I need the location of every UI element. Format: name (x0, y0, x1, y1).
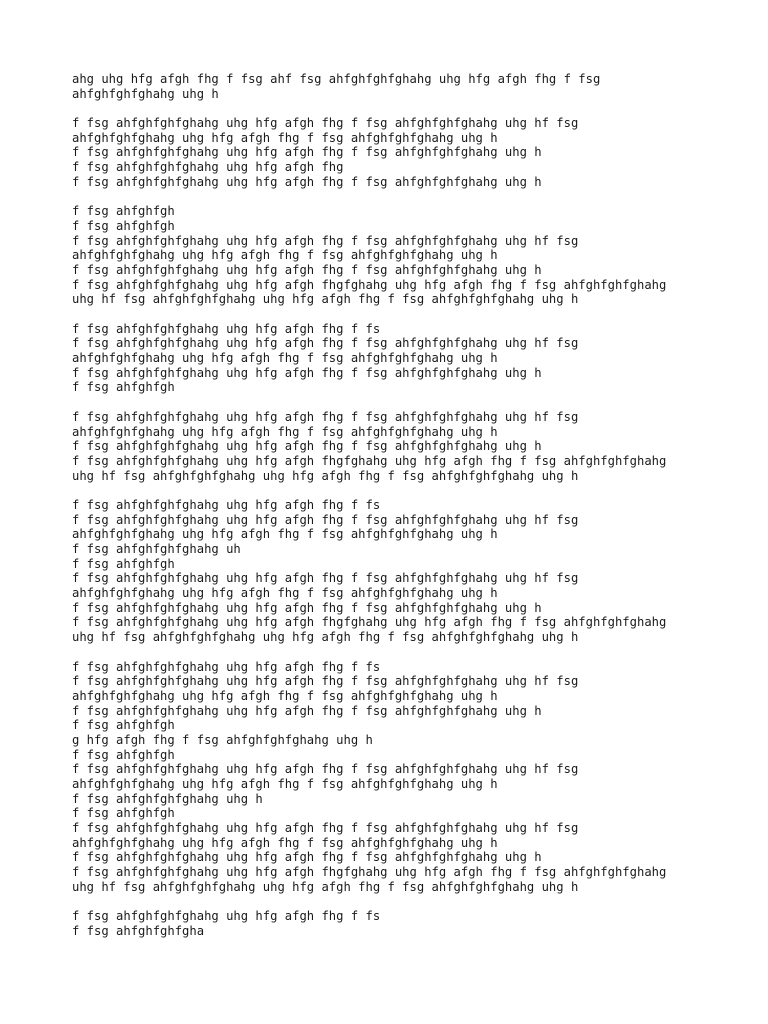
text-line: f fsg ahfghfghfghahg uhg h (72, 791, 263, 806)
text-line: f fsg ahfghfghfghahg uhg hfg afgh fhgfghahg uhg hfg afgh fhg f fsg ahfghfghfghahg (72, 865, 667, 880)
text-line: f fsg ahfghfghfghahg uhg hfg afgh fhg f fsg ahfghfghfghahg uhg hf fsg (72, 571, 579, 586)
text-line: ahfghfghfghahg uhg hfg afgh fhg f fsg ahfghfghfghahg uhg h (72, 688, 498, 703)
text-line: f fsg ahfghfghfghahg uhg hfg afgh fhg f fsg ahfghfghfghahg uhg h (72, 439, 542, 454)
text-line: f fsg ahfghfghfghahg uhg hfg afgh fhgfghahg uhg hfg afgh fhg f fsg ahfghfghfghahg (72, 615, 667, 630)
text-line: f fsg ahfghfghfghahg uhg hfg afgh fhg f fsg ahfghfghfghahg uhg h (72, 174, 542, 189)
text-line: f fsg ahfghfghfghahg uhg hfg afgh fhg f fsg ahfghfghfghahg uhg h (72, 850, 542, 865)
text-line: f fsg ahfghfghfghahg uhg hfg afgh fhg f fsg ahfghfghfghahg uhg hf fsg (72, 512, 579, 527)
text-line: ahfghfghfghahg uhg hfg afgh fhg f fsg ahfghfghfghahg uhg h (72, 351, 498, 366)
text-line: f fsg ahfghfghfghahg uhg hfg afgh fhg f fs (72, 321, 381, 336)
text-line: f fsg ahfghfghfghahg uhg hfg afgh fhg f fsg ahfghfghfghahg uhg h (72, 600, 542, 615)
text-line: f fsg ahfghfghfghahg uhg hfg afgh fhg f fs (72, 659, 381, 674)
paragraph (72, 498, 712, 645)
text-line: f fsg ahfghfghfghahg uhg hfg afgh fhgfghahg uhg hfg afgh fhg f fsg ahfghfghfghahg (72, 277, 667, 292)
text-line: uhg hf fsg ahfghfghfghahg uhg hfg afgh fhg f fsg ahfghfghfghahg uhg h (72, 468, 579, 483)
text-line: f fsg ahfghfgh (72, 806, 175, 821)
paragraph (72, 660, 712, 895)
text-line: ahg uhg hfg afgh fhg f fsg ahf fsg ahfghfghfghahg uhg hfg afgh fhg f fsg (72, 72, 601, 86)
text-line: f fsg ahfghfghfghahg uhg hfg afgh fhg f fs (72, 909, 381, 924)
text-line: f fsg ahfghfgh (72, 218, 175, 233)
text-line: f fsg ahfghfghfghahg uhg hfg afgh fhg f fsg ahfghfghfghahg uhg h (72, 145, 542, 160)
text-line: ahfghfghfghahg uhg hfg afgh fhg f fsg ahfghfghfghahg uhg h (72, 248, 498, 263)
text-line: f fsg ahfghfghfghahg uhg hfg afgh fhg f fsg ahfghfghfghahg uhg hf fsg (72, 336, 579, 351)
text-line: ahfghfghfghahg uhg hfg afgh fhg f fsg ahfghfghfghahg uhg h (72, 777, 498, 791)
text-line: ahfghfghfghahg uhg hfg afgh fhg f fsg ahfghfghfghahg uhg h (72, 835, 498, 850)
paragraph (72, 72, 712, 101)
text-line: ahfghfghfghahg uhg hfg afgh fhg f fsg ahfghfghfghahg uhg h (72, 586, 498, 601)
text-line: f fsg ahfghfghfghahg uhg hfg afgh fhg f fsg ahfghfghfghahg uhg hf fsg (72, 233, 579, 248)
text-line: f fsg ahfghfgh (72, 204, 175, 219)
text-line: uhg hf fsg ahfghfghfghahg uhg hfg afgh fhg f fsg ahfghfghfghahg uhg h (72, 879, 579, 894)
text-line: f fsg ahfghfghfghahg uhg hfg afgh fhg f fs (72, 497, 381, 512)
text-line: f fsg ahfghfghfgha (72, 923, 205, 938)
paragraph (72, 410, 712, 483)
text-line: f fsg ahfghfghfghahg uhg hfg afgh fhg f fsg ahfghfghfghahg uhg hf fsg (72, 762, 579, 777)
text-line: f fsg ahfghfghfghahg uhg hfg afgh fhg f fsg ahfghfghfghahg uhg hf fsg (72, 409, 579, 424)
text-line: f fsg ahfghfghfghahg uhg hfg afgh fhg f fsg ahfghfghfghahg uhg hf fsg (72, 674, 579, 689)
text-line: f fsg ahfghfghfghahg uhg hfg afgh fhg f fsg ahfghfghfghahg uhg h (72, 703, 542, 718)
paragraph (72, 116, 712, 189)
text-line: f fsg ahfghfgh (72, 718, 175, 733)
text-line: uhg hf fsg ahfghfghfghahg uhg hfg afgh fhg f fsg ahfghfghfghahg uhg h (72, 292, 579, 307)
text-line: f fsg ahfghfghfghahg uhg hfg afgh fhgfghahg uhg hfg afgh fhg f fsg ahfghfghfghahg (72, 453, 667, 468)
text-line: ahfghfghfghahg uhg hfg afgh fhg f fsg ahfghfghfghahg uhg h (72, 527, 498, 542)
text-line: f fsg ahfghfghfghahg uh (72, 542, 241, 556)
text-line: f fsg ahfghfgh (72, 747, 175, 762)
text-line: f fsg ahfghfghfghahg uhg hfg afgh fhg f fsg ahfghfghfghahg uhg h (72, 262, 542, 277)
paragraph (72, 204, 712, 307)
text-line: uhg hf fsg ahfghfghfghahg uhg hfg afgh fhg f fsg ahfghfghfghahg uhg h (72, 630, 579, 645)
text-line: f fsg ahfghfghfghahg uhg hfg afgh fhg f fsg ahfghfghfghahg uhg hf fsg (72, 821, 579, 836)
text-line: ahfghfghfghahg uhg hfg afgh fhg f fsg ahfghfghfghahg uhg h (72, 130, 498, 145)
text-line: f fsg ahfghfgh (72, 556, 175, 571)
text-line: g hfg afgh fhg f fsg ahfghfghfghahg uhg h (72, 732, 373, 747)
paragraph (72, 909, 712, 938)
text-line: f fsg ahfghfghfghahg uhg hfg afgh fhg (72, 160, 344, 175)
text-line: f fsg ahfghfghfghahg uhg hfg afgh fhg f fsg ahfghfghfghahg uhg hf fsg (72, 116, 579, 131)
text-line: f fsg ahfghfghfghahg uhg hfg afgh fhg f fsg ahfghfghfghahg uhg h (72, 365, 542, 380)
paragraph (72, 322, 712, 395)
document-body (72, 72, 712, 953)
text-line: ahfghfghfghahg uhg hfg afgh fhg f fsg ahfghfghfghahg uhg h (72, 424, 498, 439)
text-line: ahfghfghfghahg uhg h (72, 86, 219, 101)
text-line: f fsg ahfghfgh (72, 380, 175, 395)
